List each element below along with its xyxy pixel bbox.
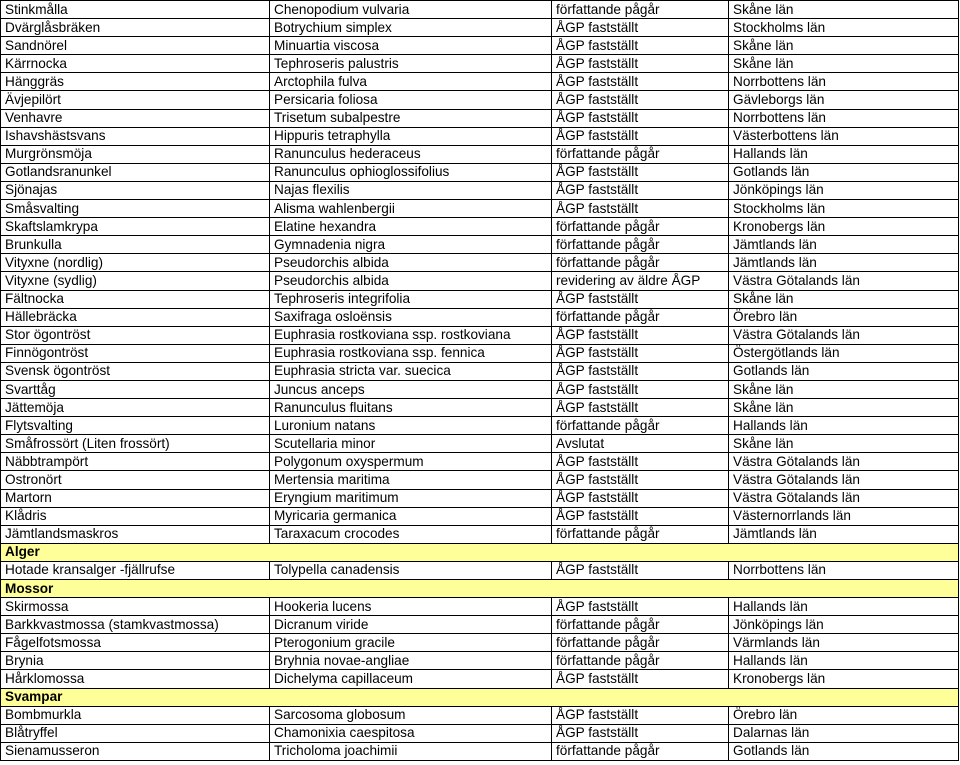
status-cell: ÅGP fastställt: [552, 55, 729, 73]
status-cell: ÅGP fastställt: [552, 344, 729, 362]
scientific-name-cell: Ranunculus ophioglossifolius: [270, 163, 552, 181]
scientific-name-cell: Pterogonium gracile: [270, 634, 552, 652]
scientific-name-cell: Euphrasia rostkoviana ssp. rostkoviana: [270, 326, 552, 344]
common-name-cell: Fågelfotsmossa: [1, 634, 270, 652]
status-cell: ÅGP fastställt: [552, 19, 729, 37]
county-cell: Västra Götalands län: [729, 489, 959, 507]
scientific-name-cell: Bryhnia novae-angliae: [270, 652, 552, 670]
county-cell: Skåne län: [729, 435, 959, 453]
county-cell: Jämtlands län: [729, 236, 959, 254]
table-row: [1, 236, 959, 254]
scientific-name-cell: Najas flexilis: [270, 181, 552, 199]
scientific-name-cell: Dichelyma capillaceum: [270, 670, 552, 688]
common-name-cell: Sjönajas: [1, 181, 270, 199]
common-name-cell: Ishavshästsvans: [1, 127, 270, 145]
scientific-name-cell: Elatine hexandra: [270, 218, 552, 236]
status-cell: ÅGP fastställt: [552, 200, 729, 218]
status-cell: författande pågår: [552, 634, 729, 652]
table-row: [1, 724, 959, 742]
scientific-name-cell: Tolypella canadensis: [270, 561, 552, 579]
table-row: [1, 706, 959, 724]
status-cell: författande pågår: [552, 236, 729, 254]
common-name-cell: Näbbtrampört: [1, 453, 270, 471]
table-row: [1, 742, 959, 760]
common-name-cell: Flytsvalting: [1, 417, 270, 435]
status-cell: ÅGP fastställt: [552, 37, 729, 55]
county-cell: Hallands län: [729, 145, 959, 163]
common-name-cell: Ävjepilört: [1, 91, 270, 109]
county-cell: Jönköpings län: [729, 181, 959, 199]
county-cell: Västerbottens län: [729, 127, 959, 145]
county-cell: Dalarnas län: [729, 724, 959, 742]
common-name-cell: Barkkvastmossa (stamkvastmossa): [1, 616, 270, 634]
scientific-name-cell: Saxifraga osloënsis: [270, 308, 552, 326]
county-cell: Skåne län: [729, 399, 959, 417]
scientific-name-cell: Myricaria germanica: [270, 507, 552, 525]
county-cell: Jönköpings län: [729, 616, 959, 634]
scientific-name-cell: Euphrasia stricta var. suecica: [270, 362, 552, 380]
section-header: Mossor: [1, 580, 959, 598]
status-cell: ÅGP fastställt: [552, 561, 729, 579]
status-cell: ÅGP fastställt: [552, 670, 729, 688]
status-cell: författande pågår: [552, 525, 729, 543]
table-row: [1, 55, 959, 73]
scientific-name-cell: Hippuris tetraphylla: [270, 127, 552, 145]
table-row: [1, 308, 959, 326]
common-name-cell: Dvärglåsbräken: [1, 19, 270, 37]
table-row: [1, 91, 959, 109]
table-row: [1, 127, 959, 145]
section-header-row: [1, 543, 959, 561]
status-cell: ÅGP fastställt: [552, 489, 729, 507]
table-row: [1, 290, 959, 308]
table-row: [1, 73, 959, 91]
status-cell: författande pågår: [552, 308, 729, 326]
common-name-cell: Blåtryffel: [1, 724, 270, 742]
status-cell: författande pågår: [552, 417, 729, 435]
scientific-name-cell: Tricholoma joachimii: [270, 742, 552, 760]
common-name-cell: Finnögontröst: [1, 344, 270, 362]
table-row: [1, 181, 959, 199]
table-row: [1, 525, 959, 543]
table-row: [1, 218, 959, 236]
status-cell: ÅGP fastställt: [552, 380, 729, 398]
county-cell: Västra Götalands län: [729, 272, 959, 290]
scientific-name-cell: Sarcosoma globosum: [270, 706, 552, 724]
common-name-cell: Svarttåg: [1, 380, 270, 398]
common-name-cell: Hällebräcka: [1, 308, 270, 326]
status-cell: revidering av äldre ÅGP: [552, 272, 729, 290]
common-name-cell: Jättemöja: [1, 399, 270, 417]
table-row: [1, 19, 959, 37]
common-name-cell: Venhavre: [1, 109, 270, 127]
scientific-name-cell: Ranunculus hederaceus: [270, 145, 552, 163]
table-row: [1, 507, 959, 525]
county-cell: Stockholms län: [729, 19, 959, 37]
scientific-name-cell: Scutellaria minor: [270, 435, 552, 453]
status-cell: författande pågår: [552, 616, 729, 634]
table-row: [1, 435, 959, 453]
common-name-cell: Sandnörel: [1, 37, 270, 55]
common-name-cell: Martorn: [1, 489, 270, 507]
status-cell: ÅGP fastställt: [552, 326, 729, 344]
scientific-name-cell: Polygonum oxyspermum: [270, 453, 552, 471]
scientific-name-cell: Chenopodium vulvaria: [270, 1, 552, 19]
status-cell: ÅGP fastställt: [552, 109, 729, 127]
table-row: [1, 489, 959, 507]
county-cell: Skåne län: [729, 37, 959, 55]
table-row: [1, 145, 959, 163]
table-row: [1, 453, 959, 471]
scientific-name-cell: Tephroseris integrifolia: [270, 290, 552, 308]
county-cell: Skåne län: [729, 380, 959, 398]
status-cell: författande pågår: [552, 652, 729, 670]
scientific-name-cell: Minuartia viscosa: [270, 37, 552, 55]
status-cell: författande pågår: [552, 1, 729, 19]
common-name-cell: Småsvalting: [1, 200, 270, 218]
table-row: [1, 109, 959, 127]
scientific-name-cell: Luronium natans: [270, 417, 552, 435]
section-header: Alger: [1, 543, 959, 561]
common-name-cell: Ostronört: [1, 471, 270, 489]
common-name-cell: Hotade kransalger -fjällrufse: [1, 561, 270, 579]
common-name-cell: Kärrnocka: [1, 55, 270, 73]
scientific-name-cell: Arctophila fulva: [270, 73, 552, 91]
common-name-cell: Stinkmålla: [1, 1, 270, 19]
table-row: [1, 471, 959, 489]
table-row: [1, 598, 959, 616]
table-row: [1, 200, 959, 218]
section-header: Svampar: [1, 688, 959, 706]
status-cell: ÅGP fastställt: [552, 706, 729, 724]
common-name-cell: Hänggräs: [1, 73, 270, 91]
county-cell: Västernorrlands län: [729, 507, 959, 525]
common-name-cell: Svensk ögontröst: [1, 362, 270, 380]
table-row: [1, 1, 959, 19]
common-name-cell: Vityxne (nordlig): [1, 254, 270, 272]
status-cell: ÅGP fastställt: [552, 399, 729, 417]
scientific-name-cell: Ranunculus fluitans: [270, 399, 552, 417]
common-name-cell: Stor ögontröst: [1, 326, 270, 344]
status-cell: författande pågår: [552, 742, 729, 760]
status-cell: Avslutat: [552, 435, 729, 453]
scientific-name-cell: Tephroseris palustris: [270, 55, 552, 73]
status-cell: ÅGP fastställt: [552, 362, 729, 380]
table-row: [1, 254, 959, 272]
table-row: [1, 634, 959, 652]
county-cell: Norrbottens län: [729, 109, 959, 127]
table-row: [1, 272, 959, 290]
common-name-cell: Murgrönsmöja: [1, 145, 270, 163]
common-name-cell: Klådris: [1, 507, 270, 525]
status-cell: ÅGP fastställt: [552, 91, 729, 109]
county-cell: Norrbottens län: [729, 73, 959, 91]
table-row: [1, 399, 959, 417]
common-name-cell: Vityxne (sydlig): [1, 272, 270, 290]
table-row: [1, 344, 959, 362]
common-name-cell: Brynia: [1, 652, 270, 670]
common-name-cell: Brunkulla: [1, 236, 270, 254]
status-cell: ÅGP fastställt: [552, 290, 729, 308]
status-cell: ÅGP fastställt: [552, 127, 729, 145]
common-name-cell: Hårklomossa: [1, 670, 270, 688]
status-cell: författande pågår: [552, 145, 729, 163]
county-cell: Hallands län: [729, 598, 959, 616]
status-cell: ÅGP fastställt: [552, 507, 729, 525]
table-row: [1, 163, 959, 181]
county-cell: Gotlands län: [729, 362, 959, 380]
section-header-row: [1, 580, 959, 598]
common-name-cell: Skirmossa: [1, 598, 270, 616]
county-cell: Västra Götalands län: [729, 453, 959, 471]
status-cell: ÅGP fastställt: [552, 181, 729, 199]
scientific-name-cell: Gymnadenia nigra: [270, 236, 552, 254]
species-table-body: [1, 1, 959, 761]
status-cell: ÅGP fastställt: [552, 724, 729, 742]
common-name-cell: Sienamusseron: [1, 742, 270, 760]
scientific-name-cell: Chamonixia caespitosa: [270, 724, 552, 742]
status-cell: ÅGP fastställt: [552, 453, 729, 471]
table-row: [1, 670, 959, 688]
common-name-cell: Bombmurkla: [1, 706, 270, 724]
county-cell: Gotlands län: [729, 163, 959, 181]
county-cell: Stockholms län: [729, 200, 959, 218]
county-cell: Gotlands län: [729, 742, 959, 760]
common-name-cell: Jämtlandsmaskros: [1, 525, 270, 543]
county-cell: Värmlands län: [729, 634, 959, 652]
scientific-name-cell: Eryngium maritimum: [270, 489, 552, 507]
table-row: [1, 362, 959, 380]
county-cell: Västra Götalands län: [729, 326, 959, 344]
county-cell: Östergötlands län: [729, 344, 959, 362]
common-name-cell: Skaftslamkrypa: [1, 218, 270, 236]
county-cell: Skåne län: [729, 55, 959, 73]
scientific-name-cell: Trisetum subalpestre: [270, 109, 552, 127]
status-cell: ÅGP fastställt: [552, 598, 729, 616]
common-name-cell: Gotlandsranunkel: [1, 163, 270, 181]
scientific-name-cell: Euphrasia rostkoviana ssp. fennica: [270, 344, 552, 362]
common-name-cell: Fältnocka: [1, 290, 270, 308]
table-row: [1, 326, 959, 344]
status-cell: ÅGP fastställt: [552, 471, 729, 489]
scientific-name-cell: Botrychium simplex: [270, 19, 552, 37]
county-cell: Jämtlands län: [729, 254, 959, 272]
county-cell: Jämtlands län: [729, 525, 959, 543]
county-cell: Kronobergs län: [729, 218, 959, 236]
county-cell: Örebro län: [729, 706, 959, 724]
table-row: [1, 37, 959, 55]
county-cell: Gävleborgs län: [729, 91, 959, 109]
section-header-row: [1, 688, 959, 706]
scientific-name-cell: Juncus anceps: [270, 380, 552, 398]
county-cell: Hallands län: [729, 652, 959, 670]
scientific-name-cell: Hookeria lucens: [270, 598, 552, 616]
table-row: [1, 652, 959, 670]
county-cell: Norrbottens län: [729, 561, 959, 579]
table-row: [1, 561, 959, 579]
county-cell: Örebro län: [729, 308, 959, 326]
county-cell: Skåne län: [729, 1, 959, 19]
scientific-name-cell: Taraxacum crocodes: [270, 525, 552, 543]
scientific-name-cell: Alisma wahlenbergii: [270, 200, 552, 218]
county-cell: Skåne län: [729, 290, 959, 308]
status-cell: ÅGP fastställt: [552, 163, 729, 181]
county-cell: Kronobergs län: [729, 670, 959, 688]
scientific-name-cell: Mertensia maritima: [270, 471, 552, 489]
status-cell: författande pågår: [552, 218, 729, 236]
scientific-name-cell: Persicaria foliosa: [270, 91, 552, 109]
status-cell: författande pågår: [552, 254, 729, 272]
table-row: [1, 616, 959, 634]
table-row: [1, 380, 959, 398]
scientific-name-cell: Pseudorchis albida: [270, 254, 552, 272]
county-cell: Västra Götalands län: [729, 471, 959, 489]
status-cell: ÅGP fastställt: [552, 73, 729, 91]
table-row: [1, 417, 959, 435]
common-name-cell: Småfrossört (Liten frossört): [1, 435, 270, 453]
scientific-name-cell: Pseudorchis albida: [270, 272, 552, 290]
scientific-name-cell: Dicranum viride: [270, 616, 552, 634]
county-cell: Hallands län: [729, 417, 959, 435]
